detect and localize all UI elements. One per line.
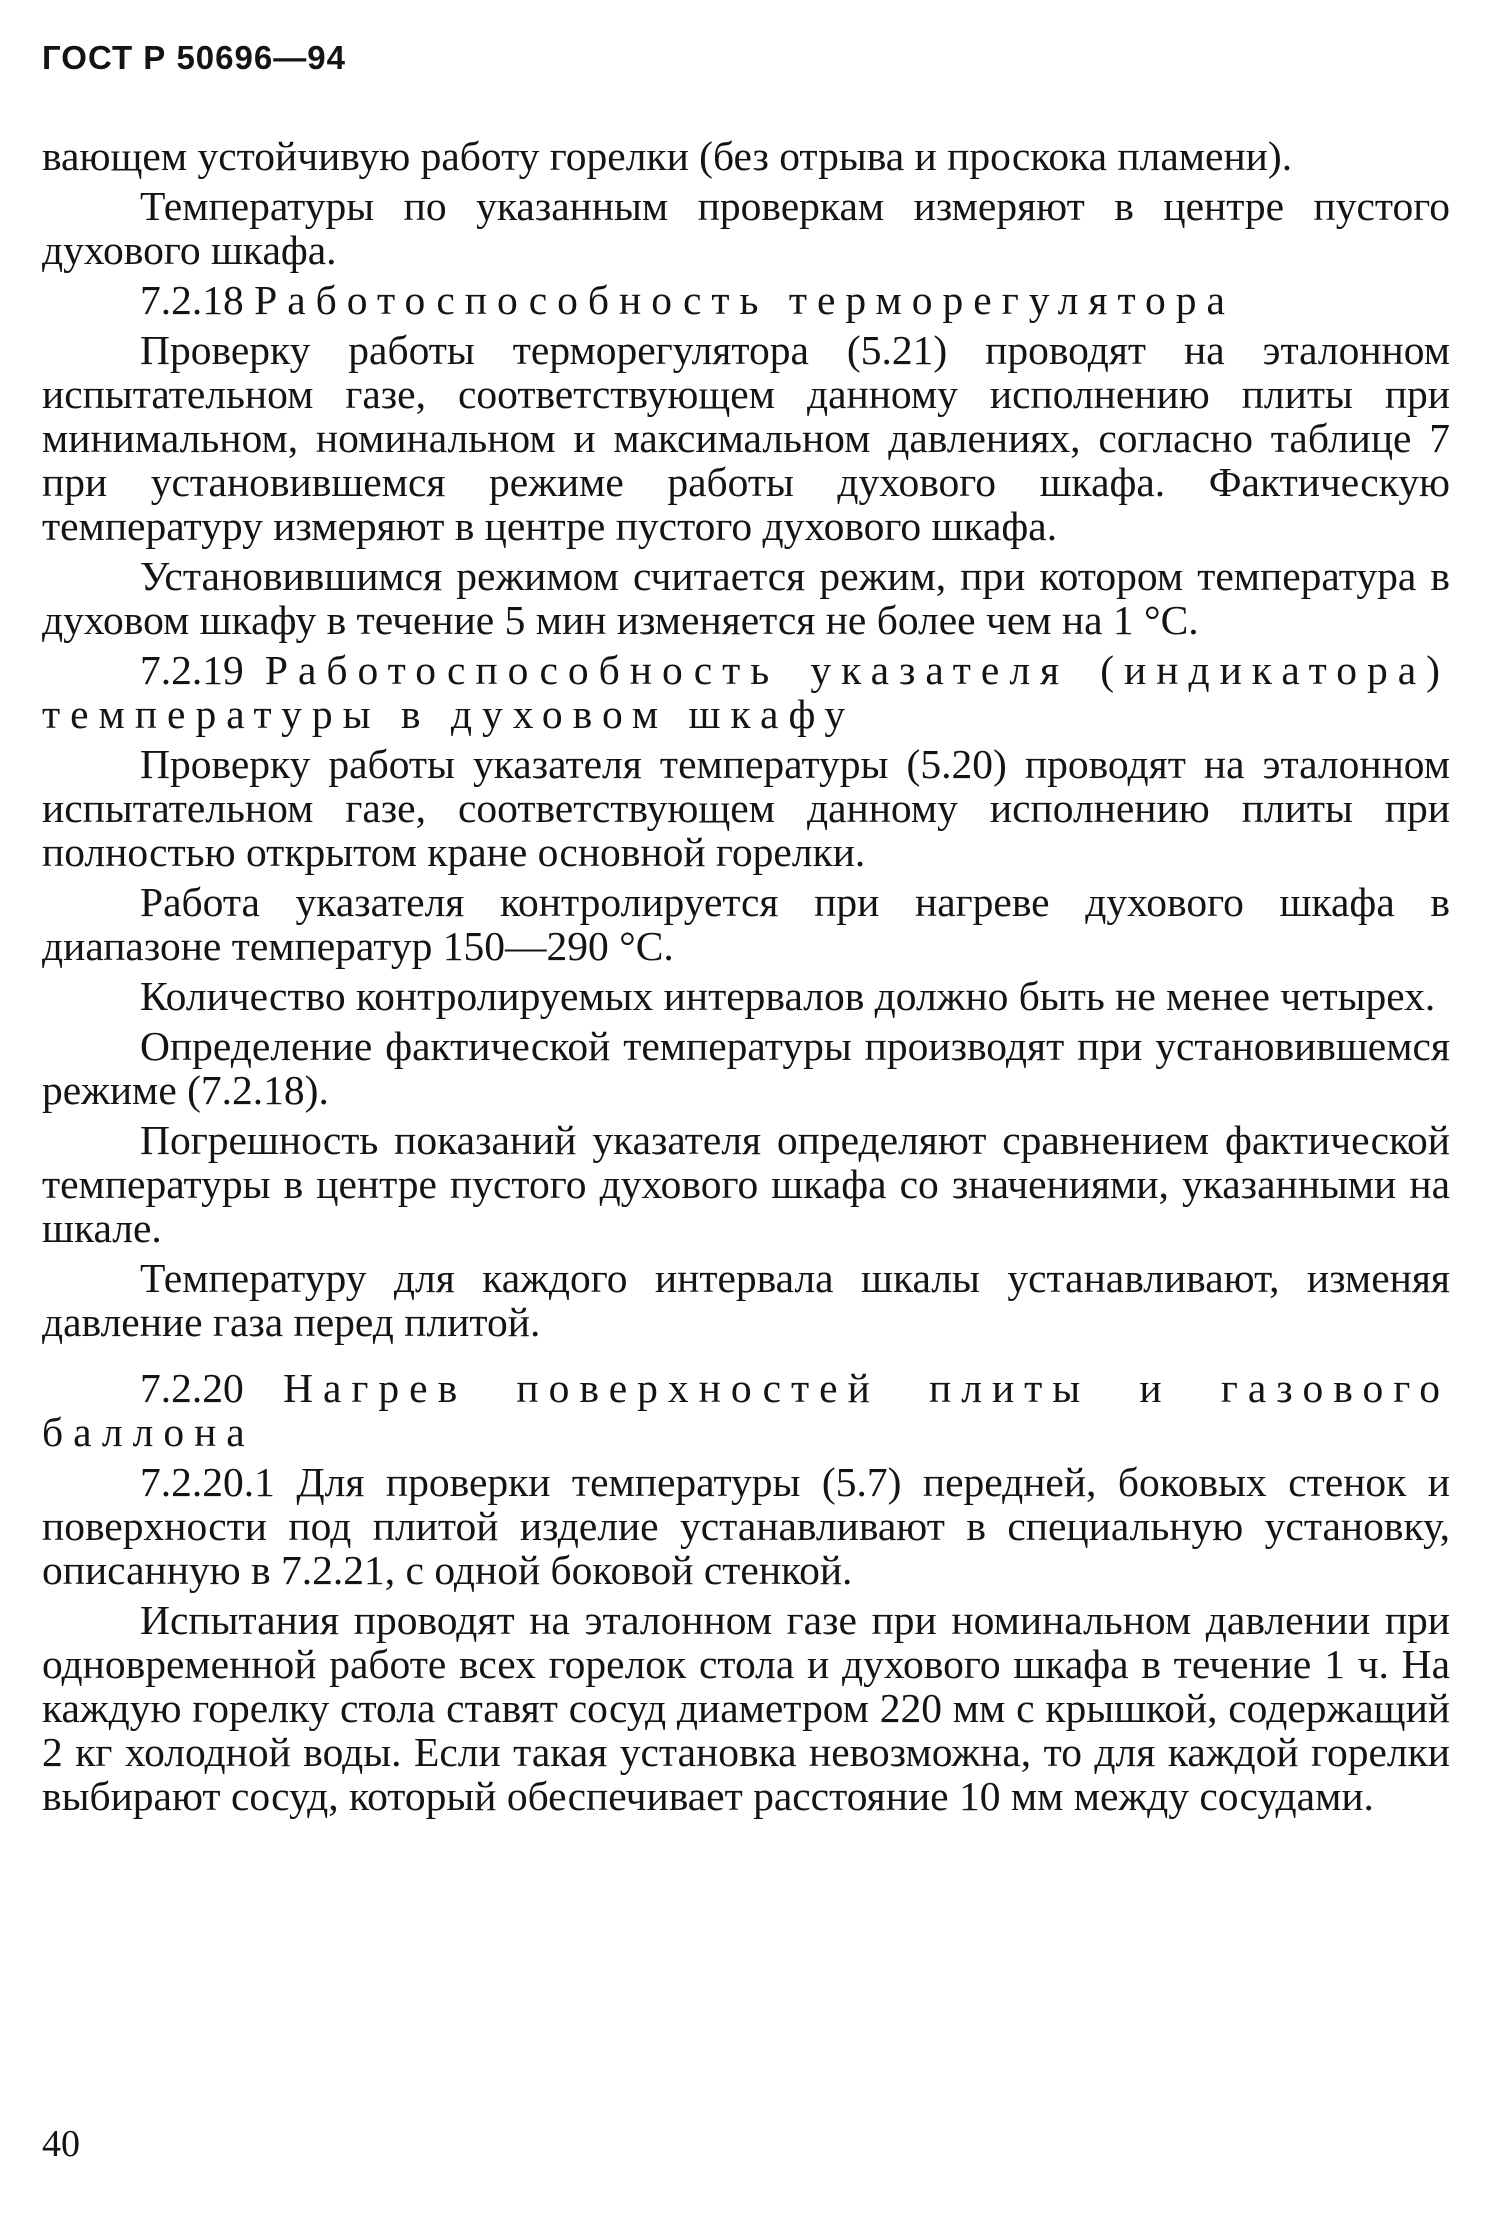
paragraph-intervals: Количество контролируемых интервалов должно быть не менее четырех.	[140, 973, 1436, 1019]
document-header: ГОСТ Р 50696—94	[42, 39, 346, 76]
paragraph-indicator-check: Проверку работы указателя температуры (5.20) проводят на эталонном испытательном газе, соответствующем данному исполнению плиты при полностью открытом кране основной горелки.	[42, 741, 1450, 875]
section-number: 7.2.19	[140, 647, 244, 693]
paragraph-thermostat-check: Проверку работы терморегулятора (5.21) проводят на эталонном испытательном газе, соответствующем данному исполнению плиты при минимальном, номинальном и максимальном давлениях, согласно таблице 7 при установившемся режиме работы духового шкафа. Фактическую температуру измеряют в центре пустого духового шкафа.	[42, 327, 1450, 549]
page-number: 40	[42, 2123, 80, 2165]
paragraph-test-conditions: Испытания проводят на эталонном газе при номинальном давлении при одновременной работе всех горелок стола и духового шкафа в течение 1 ч. На каждую горелку стола ставят сосуд диаметром 220 мм с крышкой, содержащий 2 кг холодной воды. Если такая установка невозможна, то для каждой горелки выбирают сосуд, который обеспечивает расстояние 10 мм между сосудами.	[42, 1597, 1450, 1819]
section-title: Работоспособность терморегулятора	[254, 277, 1235, 323]
section-heading-7-2-19	[42, 648, 1450, 736]
paragraph-temperature-measurement: Температуры по указанным проверкам измеряют в центре пустого духового шкафа.	[42, 183, 1450, 273]
paragraph-interval-setting: Температуру для каждого интервала шкалы устанавливают, изменяя давление газа перед плитой.	[42, 1255, 1450, 1345]
paragraph-steady-state: Установившимся режимом считается режим, при котором температура в духовом шкафу в течение 5 мин изменяется не более чем на 1 °С.	[42, 553, 1450, 643]
section-number: 7.2.18	[140, 277, 244, 323]
paragraph-error: Погрешность показаний указателя определяют сравнением фактической температуры в центре пустого духового шкафа со значениями, указанными на шкале.	[42, 1117, 1450, 1251]
paragraph-indicator-range: Работа указателя контролируется при нагреве духового шкафа в диапазоне температур 150—290 °С.	[42, 879, 1450, 969]
section-heading-7-2-18	[42, 278, 1450, 322]
document-body	[42, 134, 1450, 1824]
section-heading-7-2-20	[42, 1366, 1450, 1454]
section-number: 7.2.20	[140, 1365, 244, 1411]
section-title: Работоспособность указателя (индикатора) температуры в духовом шкафу	[42, 647, 1450, 737]
section-title: Нагрев поверхностей плиты и газового баллона	[42, 1365, 1450, 1455]
paragraph-actual-temperature: Определение фактической температуры производят при установившемся режиме (7.2.18).	[42, 1023, 1450, 1113]
paragraph-continuation: вающем устойчивую работу горелки (без отрыва и проскока пламени).	[42, 133, 1293, 179]
paragraph-7-2-20-1: 7.2.20.1 Для проверки температуры (5.7) передней, боковых стенок и поверхности под плитой изделие устанавливают в специальную установку, описанную в 7.2.21, с одной боковой стенкой.	[42, 1459, 1450, 1593]
